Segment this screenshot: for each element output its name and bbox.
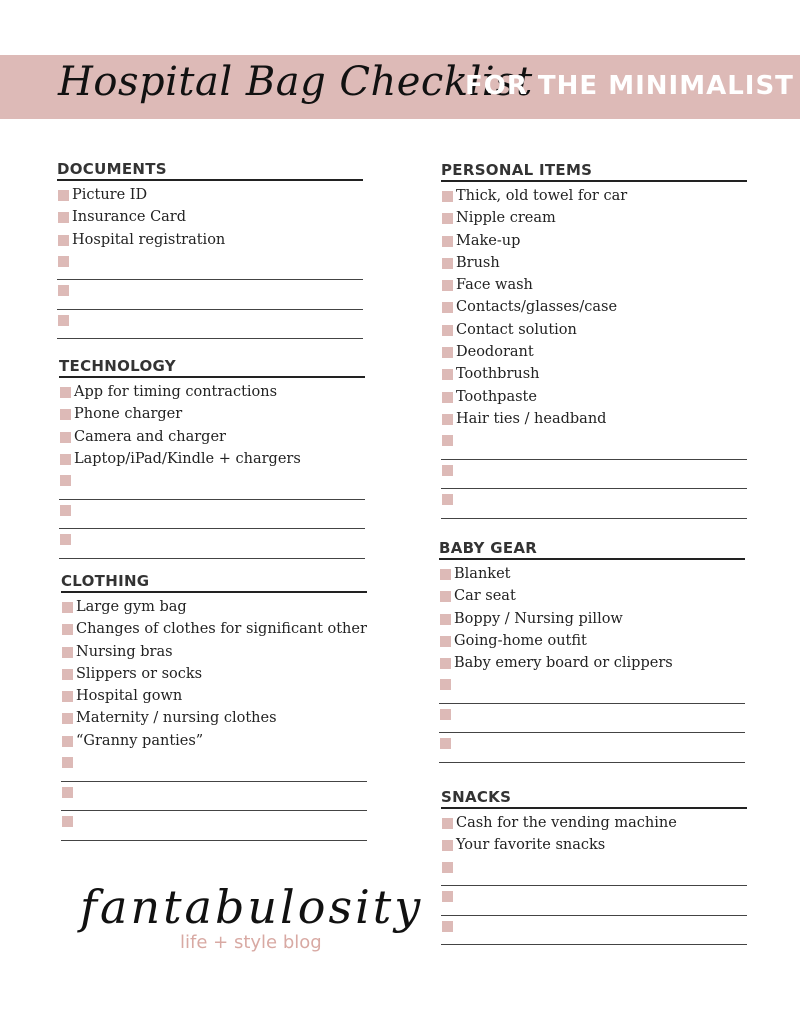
- blank-checklist-line: [59, 529, 365, 559]
- checklist-item: [59, 426, 365, 448]
- checkbox[interactable]: [442, 891, 453, 902]
- section-technology: [59, 357, 365, 559]
- blank-checklist-line: [441, 430, 747, 460]
- checklist-item: [441, 230, 747, 252]
- section-personal-items: [441, 161, 747, 519]
- blank-checklist-line: [441, 460, 747, 490]
- blank-checklist-line: [441, 916, 747, 946]
- blank-checklist-line: [57, 310, 363, 340]
- checklist-item-label: Baby emery board or clippers: [454, 655, 673, 672]
- checklist-item-label: Car seat: [454, 588, 516, 605]
- checklist-item-label: Brush: [456, 254, 500, 271]
- checklist-item-label: “Granny panties”: [76, 732, 204, 749]
- section-title: TECHNOLOGY: [59, 357, 176, 375]
- checklist-item: [441, 185, 747, 207]
- checkbox[interactable]: [442, 435, 453, 446]
- checklist-item-label: Hospital registration: [72, 231, 226, 248]
- checklist-item: [439, 608, 745, 630]
- checklist-item-label: Going-home outfit: [454, 632, 587, 649]
- logo-tagline: life + style blog: [180, 932, 322, 953]
- blank-checklist-line: [59, 470, 365, 500]
- checklist-item: [59, 381, 365, 403]
- checklist-item: [441, 834, 747, 856]
- checkbox[interactable]: [60, 534, 71, 545]
- checklist-item-label: Cash for the vending machine: [456, 815, 677, 831]
- section-divider: [441, 180, 747, 182]
- checklist-item: [441, 319, 747, 341]
- checklist-item: [57, 229, 363, 251]
- blank-checklist-line: [441, 857, 747, 887]
- checklist-item-label: Face wash: [456, 277, 533, 294]
- checkbox[interactable]: [440, 709, 451, 720]
- checklist-item-label: Laptop/iPad/Kindle + chargers: [74, 450, 301, 467]
- logo-wordmark: fantabulosity: [80, 880, 424, 934]
- blank-checklist-line: [439, 733, 745, 763]
- checklist-item-label: Nipple cream: [456, 210, 556, 227]
- blank-checklist-line: [57, 251, 363, 281]
- checkbox[interactable]: [442, 213, 453, 224]
- checkbox[interactable]: [442, 325, 453, 336]
- checkbox[interactable]: [442, 191, 453, 202]
- checklist-item: [441, 252, 747, 274]
- checkbox[interactable]: [442, 818, 453, 829]
- checklist-item-label: Your favorite snacks: [456, 837, 606, 854]
- checkbox[interactable]: [58, 212, 69, 223]
- checklist-item-label: Nursing bras: [76, 643, 173, 660]
- blank-checklist-line: [57, 280, 363, 310]
- checkbox[interactable]: [440, 679, 451, 690]
- checkbox[interactable]: [442, 236, 453, 247]
- checklist-item-label: Hospital gown: [76, 688, 183, 705]
- checkbox[interactable]: [60, 409, 71, 420]
- blank-checklist-line: [59, 500, 365, 530]
- checklist-item: [439, 585, 745, 607]
- checkbox[interactable]: [62, 787, 73, 798]
- section-divider: [61, 591, 367, 593]
- checklist-item: [57, 184, 363, 206]
- checkbox[interactable]: [442, 280, 453, 291]
- checklist-item: [441, 812, 747, 834]
- blank-checklist-line: [61, 811, 367, 841]
- checkbox[interactable]: [62, 713, 73, 724]
- checkbox[interactable]: [62, 602, 73, 613]
- checkbox[interactable]: [62, 691, 73, 702]
- blank-checklist-line: [441, 886, 747, 916]
- checkbox[interactable]: [442, 921, 453, 932]
- checkbox[interactable]: [442, 302, 453, 313]
- checklist-item: [61, 641, 367, 663]
- checklist-item: [59, 403, 365, 425]
- checklist-item-label: Maternity / nursing clothes: [76, 710, 277, 727]
- checkbox[interactable]: [62, 669, 73, 680]
- checkbox[interactable]: [440, 738, 451, 749]
- checkbox[interactable]: [58, 315, 69, 326]
- section-title: SNACKS: [441, 788, 512, 806]
- checklist-item-label: Deodorant: [456, 344, 534, 361]
- checklist-item: [441, 341, 747, 363]
- checklist-item-label: Camera and charger: [74, 428, 226, 445]
- checklist-item: [61, 663, 367, 685]
- checklist-item-label: Hair ties / headband: [456, 410, 607, 427]
- checklist-item: [439, 630, 745, 652]
- checkbox[interactable]: [62, 624, 73, 635]
- checklist-item: [61, 596, 367, 618]
- checkbox[interactable]: [440, 591, 451, 602]
- checkbox[interactable]: [60, 387, 71, 398]
- blank-checklist-line: [439, 704, 745, 734]
- checkbox[interactable]: [442, 392, 453, 403]
- checklist-item-label: Insurance Card: [72, 209, 187, 226]
- checkbox[interactable]: [62, 816, 73, 827]
- checklist-item: [439, 652, 745, 674]
- checklist-item: [441, 408, 747, 430]
- section-clothing: [61, 572, 367, 841]
- checklist-item-label: Phone charger: [74, 406, 183, 423]
- checklist-item: [61, 707, 367, 729]
- checklist-item: [57, 206, 363, 228]
- checkbox[interactable]: [442, 862, 453, 873]
- checkbox[interactable]: [58, 285, 69, 296]
- checkbox[interactable]: [442, 465, 453, 476]
- checkbox[interactable]: [442, 494, 453, 505]
- section-title: DOCUMENTS: [57, 160, 167, 178]
- blank-checklist-line: [61, 752, 367, 782]
- checkbox[interactable]: [440, 614, 451, 625]
- checkbox[interactable]: [442, 840, 453, 851]
- checklist-item-label: Make-up: [456, 232, 521, 249]
- page-subtitle: FOR THE MINIMALIST: [465, 71, 794, 101]
- checklist-item-label: Large gym bag: [76, 599, 187, 615]
- checkbox[interactable]: [62, 736, 73, 747]
- section-divider: [441, 807, 747, 809]
- checklist-item-label: Toothbrush: [456, 366, 540, 383]
- checkbox[interactable]: [442, 369, 453, 380]
- checklist-item-label: Picture ID: [72, 187, 148, 203]
- section-title: CLOTHING: [61, 572, 150, 590]
- section-documents: [57, 160, 363, 339]
- checklist-item-label: Boppy / Nursing pillow: [454, 610, 623, 627]
- header-banner: [0, 55, 800, 119]
- checklist-item-label: Changes of clothes for significant other: [76, 621, 367, 638]
- checklist-item: [59, 448, 365, 470]
- checklist-item-label: App for timing contractions: [74, 384, 278, 400]
- checkbox[interactable]: [58, 256, 69, 267]
- checkbox[interactable]: [60, 505, 71, 516]
- fantabulosity-logo: [80, 880, 424, 960]
- checklist-item-label: Toothpaste: [456, 388, 537, 405]
- checklist-item: [441, 386, 747, 408]
- checkbox[interactable]: [60, 454, 71, 465]
- section-divider: [59, 376, 365, 378]
- checklist-item: [61, 618, 367, 640]
- checklist-item-label: Thick, old towel for car: [456, 188, 628, 204]
- checkbox[interactable]: [62, 757, 73, 768]
- blank-checklist-line: [61, 782, 367, 812]
- checklist-item-label: Contact solution: [456, 321, 577, 338]
- blank-checklist-line: [441, 489, 747, 519]
- checkbox[interactable]: [62, 647, 73, 658]
- checklist-item-label: Slippers or socks: [76, 665, 203, 682]
- blank-checklist-line: [439, 674, 745, 704]
- checklist-item: [441, 363, 747, 385]
- checkbox[interactable]: [442, 347, 453, 358]
- checkbox[interactable]: [440, 658, 451, 669]
- checklist-item-label: Blanket: [454, 566, 511, 582]
- section-baby-gear: [439, 539, 745, 763]
- checkbox[interactable]: [440, 569, 451, 580]
- section-title: PERSONAL ITEMS: [441, 161, 593, 179]
- checkbox[interactable]: [442, 414, 453, 425]
- checklist-item-label: Contacts/glasses/case: [456, 299, 618, 316]
- checklist-item: [441, 296, 747, 318]
- checklist-item: [61, 730, 367, 752]
- checkbox[interactable]: [60, 432, 71, 443]
- checklist-item: [441, 274, 747, 296]
- section-snacks: [441, 788, 747, 945]
- checklist-item: [439, 563, 745, 585]
- section-divider: [57, 179, 363, 181]
- checkbox[interactable]: [58, 190, 69, 201]
- page-title: Hospital Bag Checklist: [58, 59, 533, 105]
- checklist-item: [61, 685, 367, 707]
- checkbox[interactable]: [60, 475, 71, 486]
- checkbox[interactable]: [58, 235, 69, 246]
- section-divider: [439, 558, 745, 560]
- checkbox[interactable]: [442, 258, 453, 269]
- section-title: BABY GEAR: [439, 539, 538, 557]
- checkbox[interactable]: [440, 636, 451, 647]
- checklist-item: [441, 207, 747, 229]
